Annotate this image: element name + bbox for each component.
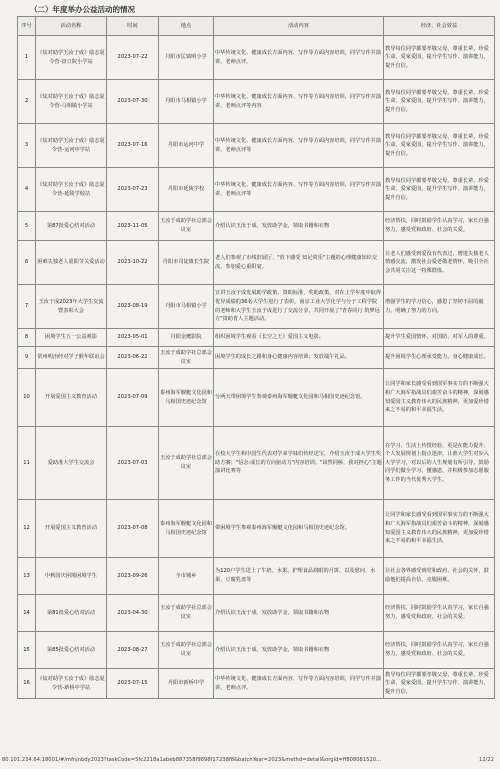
activity-name: 困境学生五一公益观影 [36, 329, 107, 347]
activity-content: 介绍认识玉汝于成、发放助学金，领取书籍和衣物 [214, 632, 384, 669]
page-number: 12/22 [479, 757, 494, 763]
activity-effect: 提升学生爱国情怀，对国防、对军人的尊重。 [384, 329, 495, 347]
activity-name: 《炫对助学玉汝于成》励志夏令营-运河中学站 [36, 124, 107, 168]
activity-content: 老人们参观了市线旧展厅、"放下感受 知足常乐"主题的心理健康知识交流、参加爱心重阳宴。 [214, 241, 384, 285]
activity-time: 2023-08-27 [107, 632, 159, 669]
activity-location: 丹阳市匡镇明小学 [159, 36, 214, 80]
activity-effect: 教导每位同学都要孝敬父母，尊重长辈，珍爱生命，爱家爱国，提升学生写作、演讲能力，提升自信。 [384, 669, 495, 699]
activity-location: 玉汝于成助学社总部会议室 [159, 632, 214, 669]
activity-effect: 在学习、生活上传授经验，更是在能力提升、个人发展规划上指点迷津，让准大学生对步入大学学习，对以后的人生规划有所引导，鼓励同学们做全学习、懂感恩，并积极参加志愿服务工作的当代优秀大学生。 [384, 427, 495, 500]
activity-location: 丹阳市延陵学校 [159, 168, 214, 212]
activity-time: 2023-07-22 [107, 36, 159, 80]
activity-effect: 教导每位同学都要孝敬父母，尊重长辈，珍爱生命，爱家爱国，提升学生写作、演讲能力，提升自信。 [384, 124, 495, 168]
column-header: 时间 [107, 17, 159, 36]
activity-location: 丹阳市运河中学 [159, 124, 214, 168]
activity-location: 玉汝于成助学社总部会议室 [159, 595, 214, 632]
activity-time: 2023-07-03 [107, 427, 159, 500]
table-row [18, 427, 495, 500]
table-row [18, 168, 495, 212]
activity-content: 中华传统文化、健康成长方面内容、写作等方面内容培训，同学写作并演讲，老师点评。 [214, 36, 384, 80]
activity-effect: 经济帮扶，同时鼓励学生认真学习，家长自强努力，感受党和政府、社会的关爱。 [384, 212, 495, 241]
table-row [18, 500, 495, 558]
column-header: 经济、社会效益 [384, 17, 495, 36]
table-row [18, 285, 495, 329]
row-number: 14 [18, 595, 36, 632]
activity-content: 带困境学生参观泰州海军舰艇文化园和马相国史迹纪念馆。 [214, 500, 384, 558]
activity-name: 爱助准大学生交流会 [36, 427, 107, 500]
footer-url: 80.101.234.64:18001/#/mfnjnbdy2023?taskCode=5fc2218a1abeb887358f9898f17238f8&batchYear=2023&methd=detail&orgId=ff808081520... [2, 757, 381, 763]
activity-location: 泰州海军舰艇文化园和马相国史迹纪念馆 [159, 500, 214, 558]
activity-location: 丹阳市马相镇小学 [159, 80, 214, 124]
activity-time: 2023-06-22 [107, 347, 159, 369]
table-row [18, 669, 495, 699]
column-header: 序号 [18, 17, 36, 36]
activity-location: 玉汝于成助学社总部会议室 [159, 347, 214, 369]
section-title: （二）年度举办公益活动的情况 [30, 5, 135, 14]
column-header: 活动名称 [36, 17, 107, 36]
row-number: 9 [18, 347, 36, 369]
activity-content: 中华传统文化、健康成长方面内容、写作等方面内容培训，同学写作并演讲，老师点评。 [214, 669, 384, 699]
activity-name: 开展爱国主义教育活动 [36, 369, 107, 427]
activity-name: 开展爱国主义教育活动 [36, 500, 107, 558]
activity-name: 玉汝于成2023年大学生交流暨表彰大会 [36, 285, 107, 329]
activity-content: 介绍认识玉汝于成、发放助学金，领取书籍和衣物 [214, 212, 384, 241]
table-row [18, 632, 495, 669]
table-row [18, 595, 495, 632]
activity-time: 2023-10-22 [107, 241, 159, 285]
activity-time: 2023-09-26 [107, 558, 159, 595]
page-footer [2, 757, 498, 763]
activity-content: 为120户学生送上了牛奶、水果、护理食品润眼的月饼，以及慰问、水果、豆腐乳盘等 [214, 558, 384, 595]
activity-effect: 让老人们感受到爱没有代表过，增进失独老人情感交流，激发社会爱老敬老情怀，吸引全社会共同关注这一特殊群体。 [384, 241, 495, 285]
activity-location: 玉汝于成助学社总部会议室 [159, 212, 214, 241]
table-row [18, 36, 495, 80]
activity-time: 2023-07-09 [107, 369, 159, 427]
activity-effect: 提升困境学生心理承受能力，身心健康成长。 [384, 347, 495, 369]
activity-time: 2023-04-30 [107, 595, 159, 632]
activity-location: 玉汝于成助学社总部会议室 [159, 427, 214, 500]
activity-effect: 增强学生的学习信心，感恩了坚韧不屈的毅力，明确了努力的方向。 [384, 285, 495, 329]
row-number: 12 [18, 500, 36, 558]
activity-name: 《炫对助学玉汝于成》励志夏令营-新桥中学站 [36, 669, 107, 699]
row-number: 11 [18, 427, 36, 500]
activity-effect: 教导每位同学都要孝敬父母，尊重长辈，珍爱生命，爱家爱国，提升学生写作、演讲能力，提升自信。 [384, 80, 495, 124]
activity-name: 第87批爱心结对活动 [36, 212, 107, 241]
activity-effect: 经济帮扶，同时鼓励学生认真学习，家长自强努力，感受党和政府、社会的关爱。 [384, 595, 495, 632]
activity-content: 困境学生的成长之路和身心健康内容培训；发放端午礼品。 [214, 347, 384, 369]
activity-effect: 让同学和家长感受看到国军事实力的不断强大和广大海军指战员们艰苦奋斗的精神，深刻感知爱国主义教育伟大的民族精神，更加爱珍惜来之不易的和平幸福生活。 [384, 500, 495, 558]
activity-effect: 让社会各界感受到党和政府、社会的关怀，鼓励他们提高自信、克服困难。 [384, 558, 495, 595]
row-number: 4 [18, 168, 36, 212]
table-header-row [18, 17, 495, 36]
activity-time: 2023-07-23 [107, 168, 159, 212]
activity-name: 常州明治经对学子猴年联谊会 [36, 347, 107, 369]
activity-name: 《炫对助学玉汝于成》励志夏令营-延陵学校站 [36, 168, 107, 212]
activity-content: 中华传统文化、健康成长方面内容、写作等方面内容培训，同学写作并演讲，老师点评等内容 [214, 80, 384, 124]
table-row [18, 212, 495, 241]
activity-location: 丹阳金鹰影院 [159, 329, 214, 347]
activity-time: 2023-07-16 [107, 124, 159, 168]
table-row [18, 329, 495, 347]
table-row [18, 558, 495, 595]
row-number: 3 [18, 124, 36, 168]
row-number: 16 [18, 669, 36, 699]
activity-effect: 教导每位同学都要孝敬父母，尊重长辈，珍爱生命，爱家爱国，提升学生写作、演讲能力，提升自信。 [384, 168, 495, 212]
table-row [18, 124, 495, 168]
table-row [18, 369, 495, 427]
activity-location: 泰州海军舰艇文化园和马相国史迹纪念馆 [159, 369, 214, 427]
activity-time: 2023-07-15 [107, 669, 159, 699]
activity-effect: 让同学和家长感受看到国军事实力的不断强大和广大海军指战员们艰苦奋斗的精神，深刻感知爱国主义教育伟大的民族精神，更加爱珍惜来之不易的和平幸福生活。 [384, 369, 495, 427]
activity-content: 在校大学生和中国生代表对学弟学妹们传经送宝，介绍玉汝于成大学生奖助方案；"信念·成长的方向驱动力"内容培训；"昂然同桥，我对担心"主题演讲比赛等 [214, 427, 384, 500]
row-number: 10 [18, 369, 36, 427]
row-number: 2 [18, 80, 36, 124]
activity-name: 中秋国庆困境困境学生 [36, 558, 107, 595]
activity-time: 2023-05-01 [107, 329, 159, 347]
table-row [18, 347, 495, 369]
activity-location: 全市城乡 [159, 558, 214, 595]
row-number: 8 [18, 329, 36, 347]
column-header: 地点 [159, 17, 214, 36]
activity-effect: 教导每位同学都要孝敬父母，尊重长辈，珍爱生命，爱家爱国，提升学生写作、演讲能力，提升自信。 [384, 36, 495, 80]
activity-name: 《炫对助学玉汝于成》励志夏令营-盘豆院小学站 [36, 36, 107, 80]
activity-time: 2023-11-05 [107, 212, 159, 241]
activity-content: 分两天带困境学生参观泰州海军舰艇文化园和马相国史迹纪念馆。 [214, 369, 384, 427]
activity-time: 2023-07-30 [107, 80, 159, 124]
activity-time: 2023-07-08 [107, 500, 159, 558]
row-number: 1 [18, 36, 36, 80]
activity-content: 组织困境学生观看《长空之王》爱国主义电影。 [214, 329, 384, 347]
activity-name: 困难失独老人重阳节关爱活动 [36, 241, 107, 285]
activity-location: 丹阳市司徒镇长生院 [159, 241, 214, 285]
activity-content: 中华传统文化、健康成长方面内容、写作等方面内容培训，同学写作并演讲，老师点评等 [214, 168, 384, 212]
column-header: 活动内容 [214, 17, 384, 36]
activity-location: 丹阳市新桥中学 [159, 669, 214, 699]
table-row [18, 241, 495, 285]
row-number: 6 [18, 241, 36, 285]
activity-name: 第81批爱心结对活动 [36, 595, 107, 632]
activity-content: 介绍认识玉汝于成、发放助学金，领取书籍和衣物 [214, 595, 384, 632]
activity-effect: 经济帮扶，同时鼓励学生认真学习，家长自强努力，感受党和政府、社会的关爱。 [384, 632, 495, 669]
activity-name: 第85批爱心结对活动 [36, 632, 107, 669]
table-row [18, 80, 495, 124]
row-number: 15 [18, 632, 36, 669]
activity-content: 宣讲玉汝于成发展助学政策、资助标准、奖助政策，对在上学年度中取得优异成绩的36名大学生进行了表彰。南京工业大学化学与分子工程学院的老师和大学生玉汝于成进行了交流分享，共同开展了"青春同行 筑梦远方"资助育人主题活动。 [214, 285, 384, 329]
activity-time: 2023-08-19 [107, 285, 159, 329]
activity-location: 丹阳市马相镇小学 [159, 285, 214, 329]
activity-name: 《炫对助学玉汝于成》励志夏令营-马相镇小学站 [36, 80, 107, 124]
row-number: 13 [18, 558, 36, 595]
row-number: 7 [18, 285, 36, 329]
activity-content: 中华传统文化、健康成长方面内容、写作等方面内容培训，同学写作并演讲，老师点评等 [214, 124, 384, 168]
row-number: 5 [18, 212, 36, 241]
activities-table [17, 16, 495, 699]
